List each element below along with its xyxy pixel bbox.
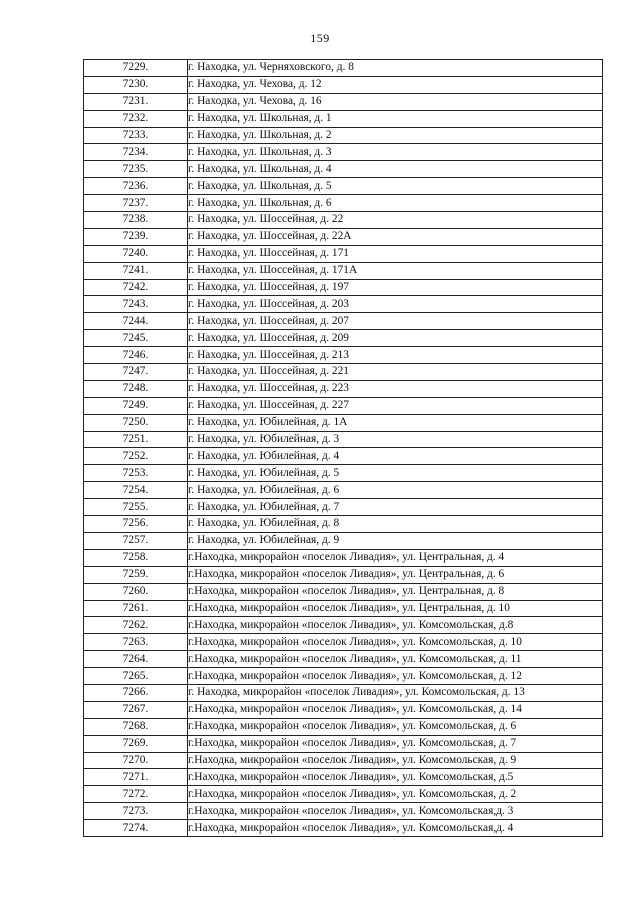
address-cell: г. Находка, ул. Шоссейная, д. 203 [188,296,603,313]
row-number-cell: 7232. [84,110,188,127]
table-row [84,431,603,448]
table-row [84,532,603,549]
table-row [84,803,603,820]
address-cell: г. Находка, ул. Шоссейная, д. 207 [188,313,603,330]
address-table-body [84,60,603,837]
address-cell: г. Находка, ул. Школьная, д. 4 [188,161,603,178]
row-number-cell: 7241. [84,262,188,279]
address-cell: г.Находка, микрорайон «поселок Ливадия», ул. Центральная, д. 6 [188,566,603,583]
table-row [84,228,603,245]
address-cell: г. Находка, ул. Шоссейная, д. 213 [188,347,603,364]
address-cell: г.Находка, микрорайон «поселок Ливадия», ул. Комсомольская, д. 7 [188,735,603,752]
row-number-cell: 7253. [84,465,188,482]
row-number-cell: 7239. [84,228,188,245]
address-cell: г. Находка, ул. Шоссейная, д. 227 [188,397,603,414]
table-row [84,212,603,229]
address-cell: г.Находка, микрорайон «поселок Ливадия», ул. Комсомольская, д. 12 [188,668,603,685]
row-number-cell: 7234. [84,144,188,161]
row-number-cell: 7240. [84,245,188,262]
row-number-cell: 7229. [84,60,188,77]
row-number-cell: 7263. [84,634,188,651]
address-cell: г. Находка, ул. Юбилейная, д. 4 [188,448,603,465]
row-number-cell: 7236. [84,178,188,195]
row-number-cell: 7267. [84,701,188,718]
address-cell: г.Находка, микрорайон «поселок Ливадия», ул. Комсомольская,д. 4 [188,820,603,837]
row-number-cell: 7269. [84,735,188,752]
row-number-cell: 7272. [84,786,188,803]
table-row [84,60,603,77]
row-number-cell: 7237. [84,195,188,212]
table-row [84,820,603,837]
address-cell: г. Находка, ул. Юбилейная, д. 9 [188,532,603,549]
row-number-cell: 7258. [84,549,188,566]
address-cell: г. Находка, ул. Шоссейная, д. 223 [188,380,603,397]
row-number-cell: 7257. [84,532,188,549]
table-row [84,752,603,769]
row-number-cell: 7245. [84,330,188,347]
address-cell: г. Находка, ул. Юбилейная, д. 8 [188,516,603,533]
row-number-cell: 7265. [84,668,188,685]
address-cell: г.Находка, микрорайон «поселок Ливадия», ул. Комсомольская, д. 9 [188,752,603,769]
address-cell: г.Находка, микрорайон «поселок Ливадия», ул. Комсомольская, д. 2 [188,786,603,803]
address-cell: г. Находка, ул. Школьная, д. 2 [188,127,603,144]
row-number-cell: 7262. [84,617,188,634]
address-cell: г.Находка, микрорайон «поселок Ливадия», ул. Комсомольская, д. 10 [188,634,603,651]
table-row [84,617,603,634]
table-row [84,127,603,144]
address-cell: г. Находка, ул. Шоссейная, д. 221 [188,364,603,381]
address-cell: г.Находка, микрорайон «поселок Ливадия», ул. Комсомольская, д. 14 [188,701,603,718]
address-cell: г. Находка, ул. Юбилейная, д. 5 [188,465,603,482]
address-cell: г.Находка, микрорайон «поселок Ливадия», ул. Центральная, д. 4 [188,549,603,566]
address-cell: г.Находка, микрорайон «поселок Ливадия», ул. Комсомольская, д. 6 [188,718,603,735]
table-row [84,718,603,735]
row-number-cell: 7274. [84,820,188,837]
table-row [84,684,603,701]
row-number-cell: 7270. [84,752,188,769]
table-row [84,313,603,330]
address-cell: г. Находка, ул. Юбилейная, д. 3 [188,431,603,448]
row-number-cell: 7247. [84,364,188,381]
row-number-cell: 7268. [84,718,188,735]
row-number-cell: 7235. [84,161,188,178]
row-number-cell: 7249. [84,397,188,414]
address-cell: г.Находка, микрорайон «поселок Ливадия», ул. Комсомольская, д. 11 [188,651,603,668]
address-cell: г. Находка, микрорайон «поселок Ливадия», ул. Комсомольская, д. 13 [188,684,603,701]
table-row [84,701,603,718]
address-cell: г. Находка, ул. Юбилейная, д. 6 [188,482,603,499]
address-cell: г. Находка, ул. Шоссейная, д. 171А [188,262,603,279]
table-row [84,465,603,482]
row-number-cell: 7251. [84,431,188,448]
table-row [84,549,603,566]
table-row [84,144,603,161]
table-row [84,161,603,178]
table-row [84,93,603,110]
address-cell: г.Находка, микрорайон «поселок Ливадия», ул. Комсомольская,д. 3 [188,803,603,820]
address-cell: г.Находка, микрорайон «поселок Ливадия», ул. Центральная, д. 8 [188,583,603,600]
table-row [84,583,603,600]
table-row [84,262,603,279]
table-row [84,178,603,195]
table-row [84,769,603,786]
row-number-cell: 7230. [84,76,188,93]
table-row [84,245,603,262]
table-row [84,634,603,651]
table-row [84,566,603,583]
table-row [84,516,603,533]
row-number-cell: 7259. [84,566,188,583]
table-row [84,76,603,93]
table-row [84,397,603,414]
address-cell: г. Находка, ул. Чехова, д. 12 [188,76,603,93]
row-number-cell: 7248. [84,380,188,397]
table-row [84,347,603,364]
table-row [84,448,603,465]
address-cell: г.Находка, микрорайон «поселок Ливадия», ул. Центральная, д. 10 [188,600,603,617]
address-cell: г. Находка, ул. Шоссейная, д. 209 [188,330,603,347]
address-cell: г. Находка, ул. Юбилейная, д. 7 [188,499,603,516]
row-number-cell: 7238. [84,212,188,229]
table-row [84,600,603,617]
row-number-cell: 7264. [84,651,188,668]
table-row [84,279,603,296]
row-number-cell: 7250. [84,414,188,431]
row-number-cell: 7231. [84,93,188,110]
row-number-cell: 7246. [84,347,188,364]
table-row [84,364,603,381]
address-cell: г. Находка, ул. Школьная, д. 6 [188,195,603,212]
table-row [84,499,603,516]
address-cell: г. Находка, ул. Шоссейная, д. 171 [188,245,603,262]
row-number-cell: 7244. [84,313,188,330]
row-number-cell: 7261. [84,600,188,617]
row-number-cell: 7243. [84,296,188,313]
table-row [84,668,603,685]
address-cell: г. Находка, ул. Шоссейная, д. 197 [188,279,603,296]
table-row [84,651,603,668]
row-number-cell: 7233. [84,127,188,144]
row-number-cell: 7260. [84,583,188,600]
table-row [84,330,603,347]
table-row [84,786,603,803]
row-number-cell: 7255. [84,499,188,516]
address-cell: г. Находка, ул. Школьная, д. 5 [188,178,603,195]
table-row [84,380,603,397]
address-table [83,59,603,837]
row-number-cell: 7256. [84,516,188,533]
address-cell: г. Находка, ул. Черняховского, д. 8 [188,60,603,77]
table-row [84,110,603,127]
row-number-cell: 7273. [84,803,188,820]
table-row [84,482,603,499]
row-number-cell: 7266. [84,684,188,701]
table-row [84,195,603,212]
row-number-cell: 7254. [84,482,188,499]
address-cell: г. Находка, ул. Школьная, д. 1 [188,110,603,127]
page-number: 159 [310,31,330,45]
address-cell: г.Находка, микрорайон «поселок Ливадия», ул. Комсомольская, д.8 [188,617,603,634]
table-row [84,414,603,431]
address-cell: г. Находка, ул. Школьная, д. 3 [188,144,603,161]
address-cell: г. Находка, ул. Шоссейная, д. 22А [188,228,603,245]
row-number-cell: 7252. [84,448,188,465]
row-number-cell: 7242. [84,279,188,296]
table-row [84,296,603,313]
address-cell: г.Находка, микрорайон «поселок Ливадия», ул. Комсомольская, д.5 [188,769,603,786]
row-number-cell: 7271. [84,769,188,786]
address-cell: г. Находка, ул. Чехова, д. 16 [188,93,603,110]
address-cell: г. Находка, ул. Шоссейная, д. 22 [188,212,603,229]
address-cell: г. Находка, ул. Юбилейная, д. 1А [188,414,603,431]
table-row [84,735,603,752]
